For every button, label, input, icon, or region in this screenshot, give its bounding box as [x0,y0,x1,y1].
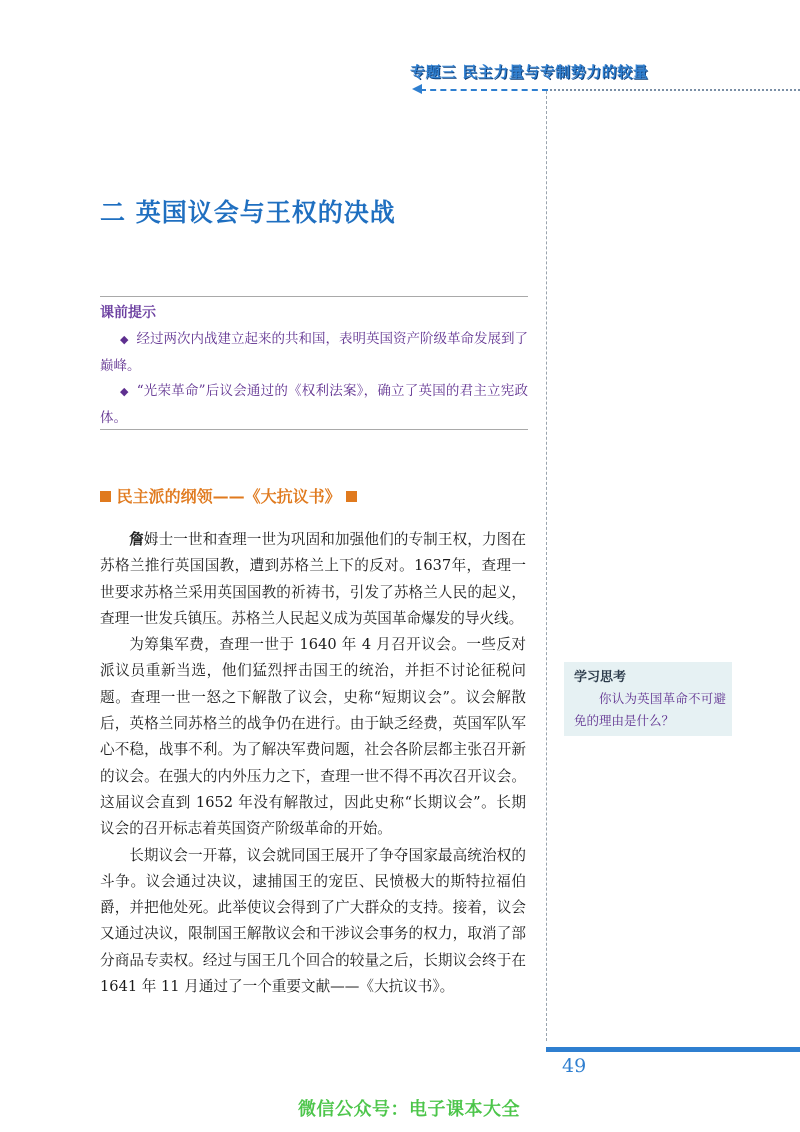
preview-item [100,378,528,431]
header-rule [420,89,548,91]
watermark: 微信公众号：电子课本大全 [298,1099,520,1120]
footer-bar [546,1047,800,1052]
square-icon [346,491,357,502]
diamond-icon: ◆ [120,385,129,398]
chapter-header-title: 专题三 民主力量与专制势力的较量 [410,63,649,81]
section-title: 二 英国议会与王权的决战 [100,198,396,227]
paragraph: 长期议会一开幕，议会就同国王展开了争夺国家最高统治权的斗争。议会通过决议，逮捕国王的宠臣、民愤极大的斯特拉福伯爵，并把他处死。此举使议会得到了广大群众的支持。接着，议会又通过决议，限制国王解散议会和干涉议会事务的权力，取消了部分商品专卖权。经过与国王几个回合的较量之后，长期议会终于在 1641 年 11 月通过了一个重要文献——《大抗议书》。 [100,846,526,996]
paragraph-text: 姆士一世和查理一世为巩固和加强他们的专制王权，力图在苏格兰推行英国国教，遭到苏格兰上下的反对。1637年，查理一世要求苏格兰采用英国国教的祈祷书，引发了苏格兰人民的起义，查理一世发兵镇压。苏格兰人民起义成为英国革命爆发的导火线。 [100,531,526,627]
margin-divider [546,91,547,1041]
think-box-title: 学习思考 [574,670,627,685]
preview-item [100,326,528,379]
square-icon [100,491,111,502]
subheading-text: 民主派的纲领——《大抗议书》 [116,487,341,506]
dropcap: 詹 [129,531,144,548]
diamond-icon: ◆ [120,333,129,346]
page-number: 49 [562,1055,587,1077]
preview-item-text: 经过两次内战建立起来的共和国，表明英国资产阶级革命发展到了巅峰。 [100,331,528,374]
body-text [100,527,526,1000]
paragraph [100,527,526,632]
subheading [100,484,357,507]
preview-title: 课前提示 [100,305,156,321]
preview-item-text: “光荣革命”后议会通过的《权利法案》，确立了英国的君主立宪政体。 [100,383,528,426]
header-dotted-rule [550,89,800,91]
think-box-text: 你认为英国革命不可避免的理由是什么？ [574,691,726,728]
paragraph: 为筹集军费，查理一世于 1640 年 4 月召开议会。一些反对派议员重新当选，他们猛烈抨击国王的统治，并拒不讨论征税问题。查理一世一怒之下解散了议会，史称“短期议会”。议会解散后，英格兰同苏格兰的战争仍在进行。由于缺乏经费，英国军队军心不稳，战事不利。为了解决军费问题，社会各阶层都主张召开新的议会。在强大的内外压力之下，查理一世不得不再次召开议会。这届议会直到 1652 年没有解散过，因此史称“长期议会”。长期议会的召开标志着英国资产阶级革命的开始。 [100,636,526,838]
